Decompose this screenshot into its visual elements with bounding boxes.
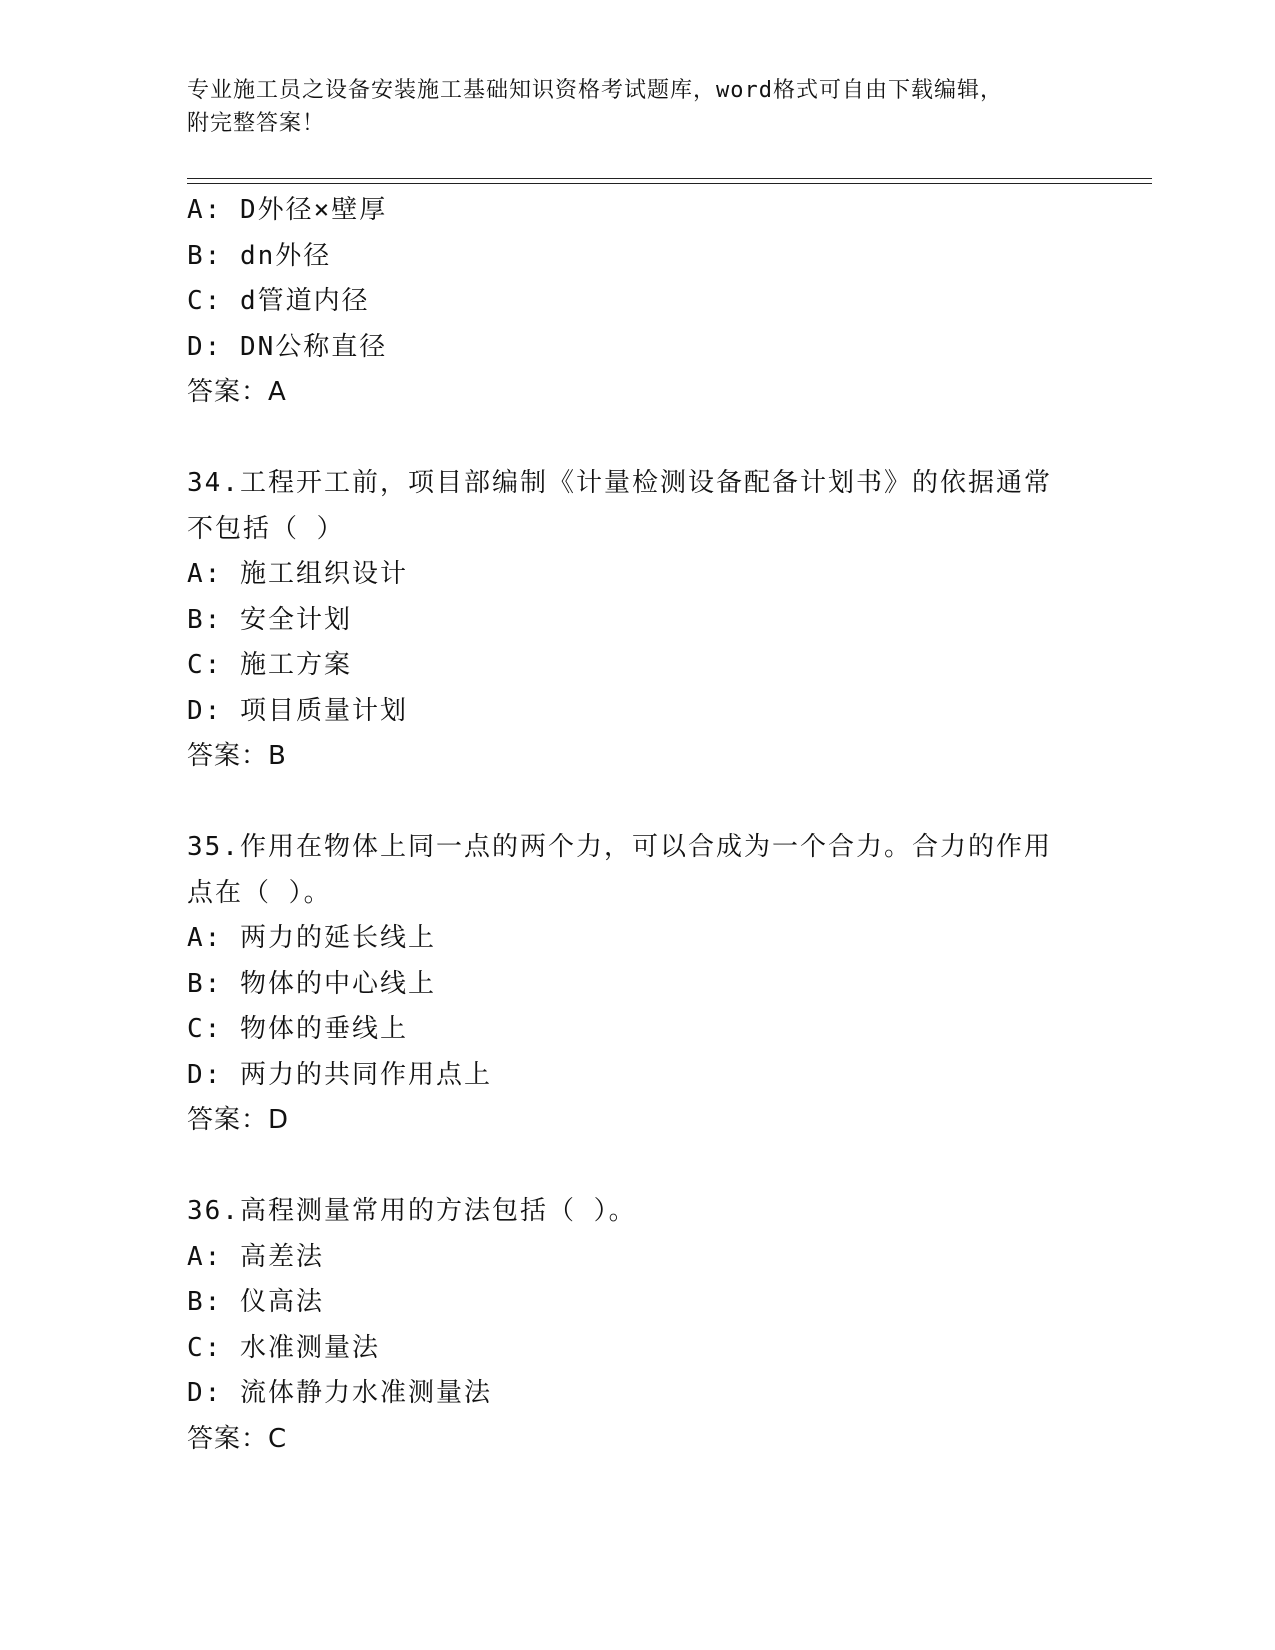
answer-line: 答案：C	[187, 1423, 288, 1454]
option-a: A: D外径×壁厚	[187, 195, 388, 225]
answer-line: 答案：A	[187, 377, 287, 407]
question-text-line-1: 36.高程测量常用的方法包括（ ）。	[187, 1196, 637, 1226]
question-text-line-2: 不包括（ ）	[187, 513, 345, 544]
option-b: B: 安全计划	[187, 604, 352, 635]
option-a: A: 两力的延长线上	[187, 923, 436, 953]
document-header	[187, 74, 1067, 140]
spacer	[187, 780, 1087, 826]
option-b: B: dn外径	[187, 240, 332, 271]
header-divider-top	[187, 178, 1152, 179]
option-d: D: 两力的共同作用点上	[187, 1059, 492, 1090]
question-list	[187, 188, 1087, 1462]
question-36	[187, 1189, 1087, 1462]
option-c: C: 施工方案	[187, 650, 352, 680]
answer-line: 答案：D	[187, 1105, 290, 1135]
option-a: A: 高差法	[187, 1241, 324, 1272]
option-a: A: 施工组织设计	[187, 559, 408, 589]
header-title-line-1: 专业施工员之设备安装施工基础知识资格考试题库，word格式可自由下载编辑，	[187, 78, 1003, 103]
spacer	[187, 1144, 1087, 1190]
option-d: D: DN公称直径	[187, 331, 388, 362]
option-c: C: 物体的垂线上	[187, 1014, 408, 1044]
option-b: B: 物体的中心线上	[187, 968, 436, 999]
question-35	[187, 825, 1087, 1144]
option-c: C: d管道内径	[187, 286, 370, 316]
option-b: B: 仪高法	[187, 1287, 324, 1317]
question-33-continued	[187, 188, 1087, 416]
question-34	[187, 461, 1087, 780]
question-text-line-2: 点在（ ）。	[187, 877, 332, 908]
header-divider-bottom	[187, 183, 1152, 184]
spacer	[187, 416, 1087, 462]
option-c: C: 水准测量法	[187, 1332, 380, 1363]
option-d: D: 项目质量计划	[187, 695, 408, 726]
question-text-line-1: 34.工程开工前，项目部编制《计量检测设备配备计划书》的依据通常	[187, 468, 1052, 498]
answer-line: 答案：B	[187, 741, 287, 771]
header-title-line-2: 附完整答案！	[187, 111, 326, 136]
option-d: D: 流体静力水准测量法	[187, 1378, 492, 1408]
question-text-line-1: 35.作用在物体上同一点的两个力，可以合成为一个合力。合力的作用	[187, 832, 1052, 862]
